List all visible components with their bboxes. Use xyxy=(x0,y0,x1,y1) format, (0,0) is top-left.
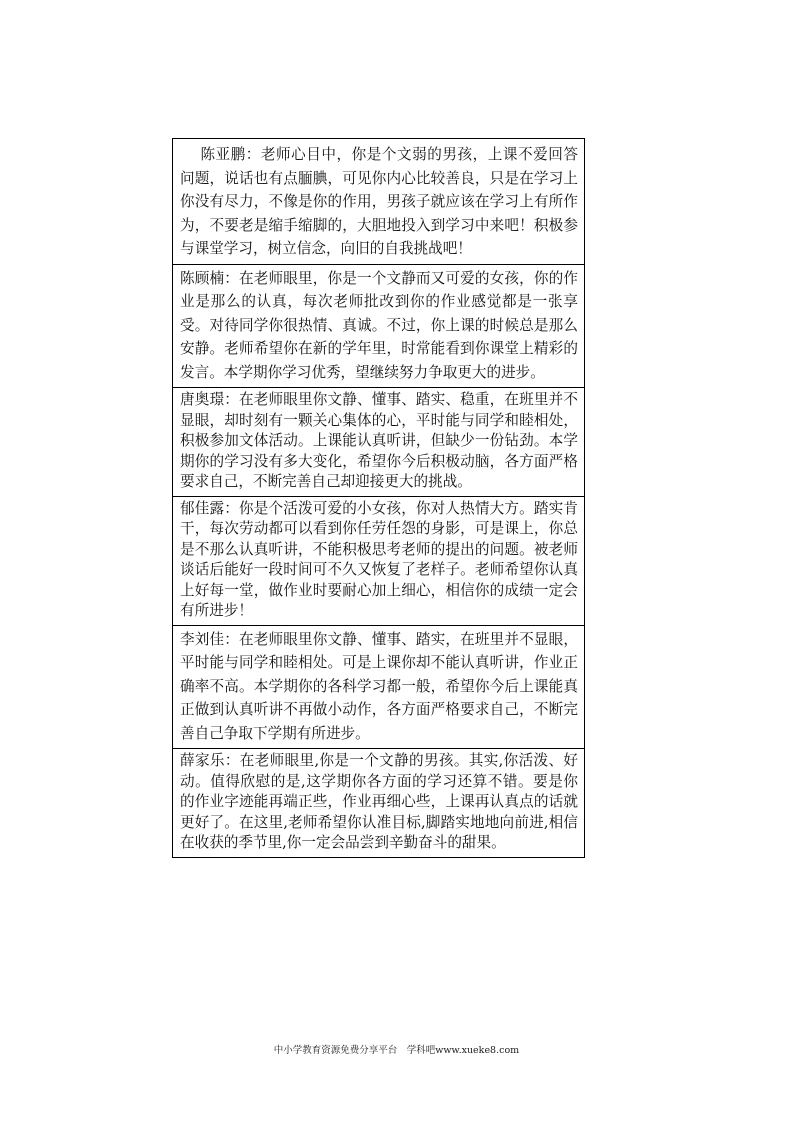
page-footer: 中小学教育资源免费分享平台 学科吧www.xueke8.com xyxy=(273,1045,520,1056)
comment-row xyxy=(173,496,585,625)
comment-cell-yu-jialu: 郁佳露：你是个活泼可爱的小女孩，你对人热情大方。踏实肯干，每次劳动都可以看到你任劳任怨的身影，可是课上，你总是不那么认真听讲，不能积极思考老师的提出的问题。被老师谈话后能好一段时间可不久又恢复了老样子。老师希望你认真上好每一堂，做作业时要耐心加上细心，相信你的成绩一定会有所进步！ xyxy=(173,496,585,625)
comment-row xyxy=(173,625,585,749)
comment-row xyxy=(173,264,585,388)
comment-cell-tang-aojing: 唐奥璟：在老师眼里你文静、懂事、踏实、稳重，在班里并不显眼，却时刻有一颗关心集体的心，平时能与同学和睦相处，积极参加文体活动。上课能认真听讲，但缺少一份钻劲。本学期你的学习没有多大变化，希望你今后积极动脑，各方面严格要求自己，不断完善自己却迎接更大的挑战。 xyxy=(173,388,585,497)
comment-cell-xue-jiale: 薛家乐：在老师眼里,你是一个文静的男孩。其实,你活泼、好动。值得欣慰的是,这学期你各方面的学习还算不错。要是你的作业字迹能再端正些，作业再细心些，上课再认真点的话就更好了。在这里,老师希望你认准目标,脚踏实地地向前进,相信在收获的季节里,你一定会品尝到辛勤奋斗的甜果。 xyxy=(173,749,585,858)
comment-cell-chen-yapeng: 陈亚鹏：老师心目中，你是个文弱的男孩，上课不爱回答问题，说话也有点腼腆，可见你内心比较善良，只是在学习上你没有尽力，不像是你的作用，男孩子就应该在学习上有所作为，不要老是缩手缩脚的，大胆地投入到学习中来吧！积极参与课堂学习，树立信念，向旧的自我挑战吧！ xyxy=(173,139,585,265)
comment-cell-li-liujia: 李刘佳：在老师眼里你文静、懂事、踏实，在班里并不显眼，平时能与同学和睦相处。可是上课你却不能认真听讲，作业正确率不高。本学期你的各科学习都一般，希望你今后上课能真正做到认真听讲不再做小动作，各方面严格要求自己，不断完善自己争取下学期有所进步。 xyxy=(173,625,585,749)
comment-row xyxy=(173,388,585,497)
comment-cell-chen-gunan: 陈顾楠：在老师眼里，你是一个文静而又可爱的女孩，你的作业是那么的认真，每次老师批改到你的作业感觉都是一张享受。对待同学你很热情、真诚。不过，你上课的时候总是那么安静。老师希望你在新的学年里，时常能看到你课堂上精彩的发言。本学期你学习优秀，望继续努力争取更大的进步。 xyxy=(173,264,585,388)
comments-table xyxy=(172,138,585,858)
comment-row xyxy=(173,139,585,265)
comment-row xyxy=(173,749,585,858)
